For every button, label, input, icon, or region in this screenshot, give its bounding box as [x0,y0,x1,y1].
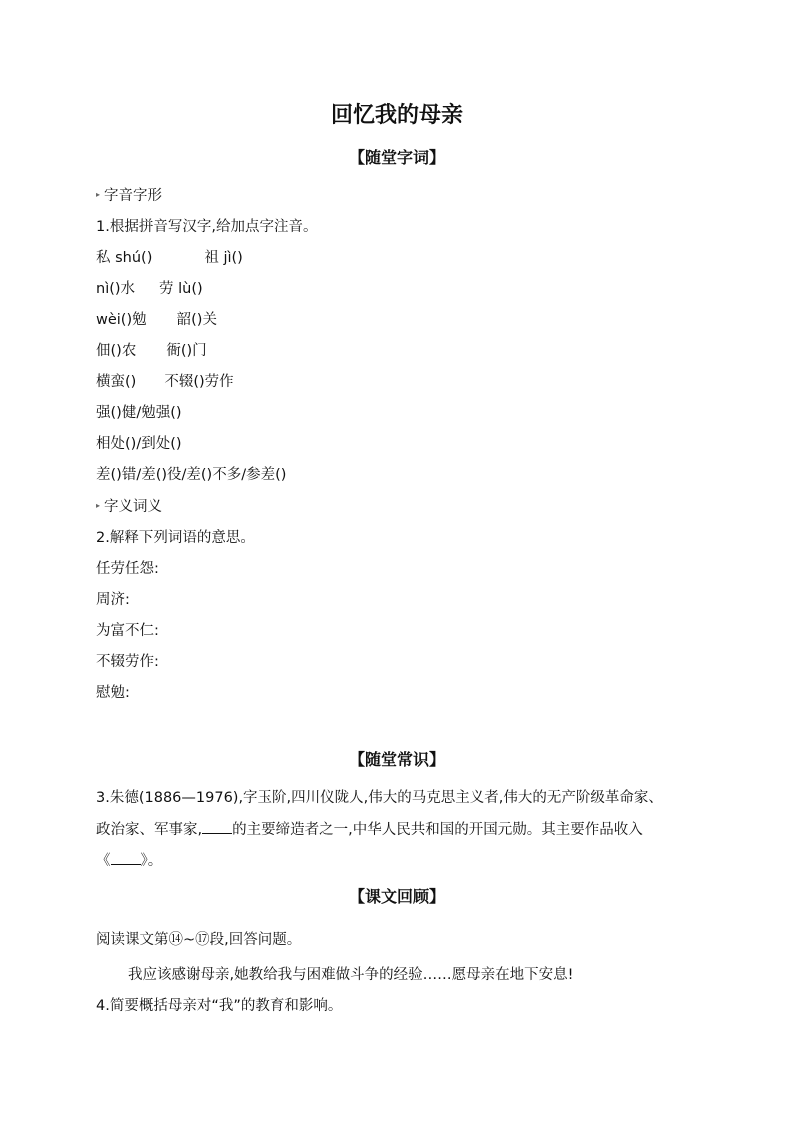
pinyin-item: nì()水 [96,281,136,297]
question-3-line-2 [96,819,643,840]
subheading-meaning [96,497,162,517]
excerpt-text: 我应该感谢母亲,她教给我与困难做斗争的经验……愿母亲在地下安息! [128,967,574,983]
polyphone-cha: 差()错/差()役/差()不多/参差() [96,467,287,483]
pinyin-item: wèi()勉 [96,312,147,328]
question-3-text: 《 [96,853,111,869]
term-item: 为富不仁: [96,623,159,639]
pinyin-item: 衙()门 [166,343,207,359]
pinyin-item: 私 shú() [96,250,153,266]
term-item: 任劳任怨: [96,561,159,577]
section-heading-review: 【课文回顾】 [348,887,445,906]
triangle-marker-icon: ▸ [96,190,101,199]
pinyin-row-4 [96,341,207,361]
pinyin-item: 祖 jì() [204,250,243,266]
pinyin-row-1 [96,248,243,268]
polyphone-qiang: 强()健/勉强() [96,405,182,421]
subheading-pronunciation [96,186,162,206]
question-3-line-3 [96,850,162,871]
pinyin-item: 不辍()劳作 [164,374,234,390]
term-item: 慰勉: [96,685,130,701]
question-3-line-1: 3.朱德(1886—1976),字玉阶,四川仪陇人,伟大的马克思主义者,伟大的无产阶级革命家、 [96,790,663,806]
pinyin-row-5 [96,372,234,392]
triangle-marker-icon: ▸ [96,501,101,510]
page-title: 回忆我的母亲 [330,103,463,128]
subheading-meaning-label: 字义词义 [104,499,162,515]
pinyin-item: 横蛮() [96,374,137,390]
reading-instruction: 阅读课文第⑭~⑰段,回答问题。 [96,932,302,948]
pinyin-row-3 [96,310,217,330]
pinyin-row-2 [96,279,203,299]
answer-blank [111,850,141,865]
question-2: 2.解释下列词语的意思。 [96,530,255,546]
pinyin-item: 韶()关 [176,312,217,328]
question-3-text: 》。 [140,853,163,869]
subheading-pronunciation-label: 字音字形 [104,188,162,204]
question-1: 1.根据拼音写汉字,给加点字注音。 [96,219,318,235]
question-4: 4.简要概括母亲对“我”的教育和影响。 [96,998,343,1014]
section-heading-knowledge: 【随堂常识】 [348,750,445,769]
polyphone-chu: 相处()/到处() [96,436,182,452]
question-3-text: 政治家、军事家, [96,822,203,838]
section-heading-vocabulary: 【随堂字词】 [348,148,445,167]
term-item: 不辍劳作: [96,654,159,670]
pinyin-item: 佃()农 [96,343,137,359]
question-3-text: 的主要缔造者之一,中华人民共和国的开国元勋。其主要作品收入 [232,822,643,838]
answer-blank [202,819,232,834]
term-item: 周济: [96,592,130,608]
pinyin-item: 劳 lù() [159,281,203,297]
